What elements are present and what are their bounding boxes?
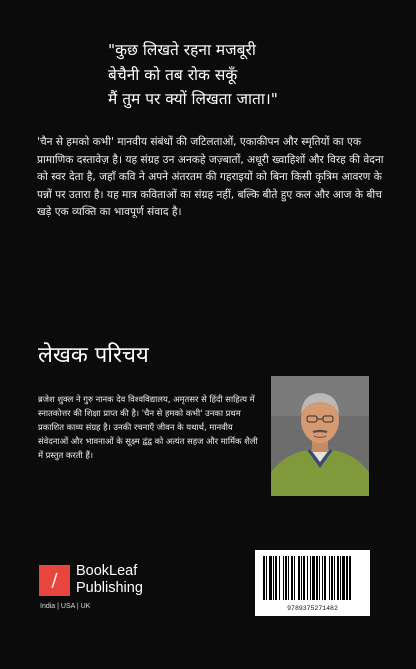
back-cover-quote: "कुछ लिखते रहना मजबूरी बेचैनी को तब रोक सकूँ मैं तुम पर क्यों लिखता जाता।" [108,41,278,108]
barcode-bar [266,556,267,600]
barcode-bar [279,556,280,600]
barcode-bar [329,556,330,600]
barcode-bar [316,556,318,600]
author-section-heading: लेखक परिचय [38,343,149,368]
barcode-bar [275,556,277,600]
publisher-logo-mark: / [39,565,70,596]
barcode-bar [334,556,335,600]
barcode-bars [262,556,363,600]
barcode-bar [301,556,302,600]
barcode-bar [294,556,295,600]
barcode-bar [310,556,311,600]
book-description: 'चैन से हमको कभी' मानवीय संबंधों की जटिलताओं, एकाकीपन और स्मृतियों का एक प्रामाणिक दस्तावेज़ है। यह संग्रह उन अनकहे जज़्बातों, अधूरी ख्वाहिशों और विरह की वेदना को स्वर देता है, जहाँ कवि ने अपने अंतरतम की गहराइयों को बिना किसी कृत्रिम आवरण के पन्नों पर उतारा है। यह मात्र कविताओं का संग्रह नहीं, बल्कि बीते हुए कल और आज के बीच खड़े एक व्यक्ति का भावपूर्ण संवाद है। [37,136,384,219]
barcode-bar [307,556,308,600]
barcode-bar [340,556,341,600]
barcode-bar [303,556,305,600]
author-bio: ब्रजेश शुक्ल ने गुरु नानक देव विश्वविद्यालय, अमृतसर से हिंदी साहित्य में स्नातकोत्तर की शिक्षा प्राप्त की है। 'चैन से हमको कभी' उनका प्रथम प्रकाशित काव्य संग्रह है। उनकी रचनाएँ जीवन के यथार्थ, मानवीय संवेदनाओं और भावनाओं के सूक्ष्म द्वंद्व को अत्यंत सहज और मार्मिक शैली में प्रस्तुत करती हैं। [38,394,258,461]
barcode-bar [288,556,289,600]
barcode-bar [319,556,320,600]
publisher-name: BookLeaf Publishing [76,563,143,596]
barcode-bar [263,556,265,600]
barcode-bar [324,556,326,600]
barcode-bar [291,556,293,600]
barcode-bar [349,556,351,600]
barcode-bar [273,556,274,600]
barcode-bar [285,556,287,600]
barcode-bar [337,556,339,600]
isbn-barcode [255,550,370,616]
barcode-bar [312,556,315,600]
barcode-bar [346,556,348,600]
publisher-logo [39,563,179,613]
barcode-bar [331,556,333,600]
barcode-bar [322,556,323,600]
barcode-bar [269,556,272,600]
isbn-number: 9789375271482 [287,605,338,612]
barcode-bar [342,556,345,600]
barcode-bar [283,556,284,600]
author-photo [271,376,369,496]
publisher-regions: India | USA | UK [40,603,91,610]
barcode-bar [298,556,300,600]
